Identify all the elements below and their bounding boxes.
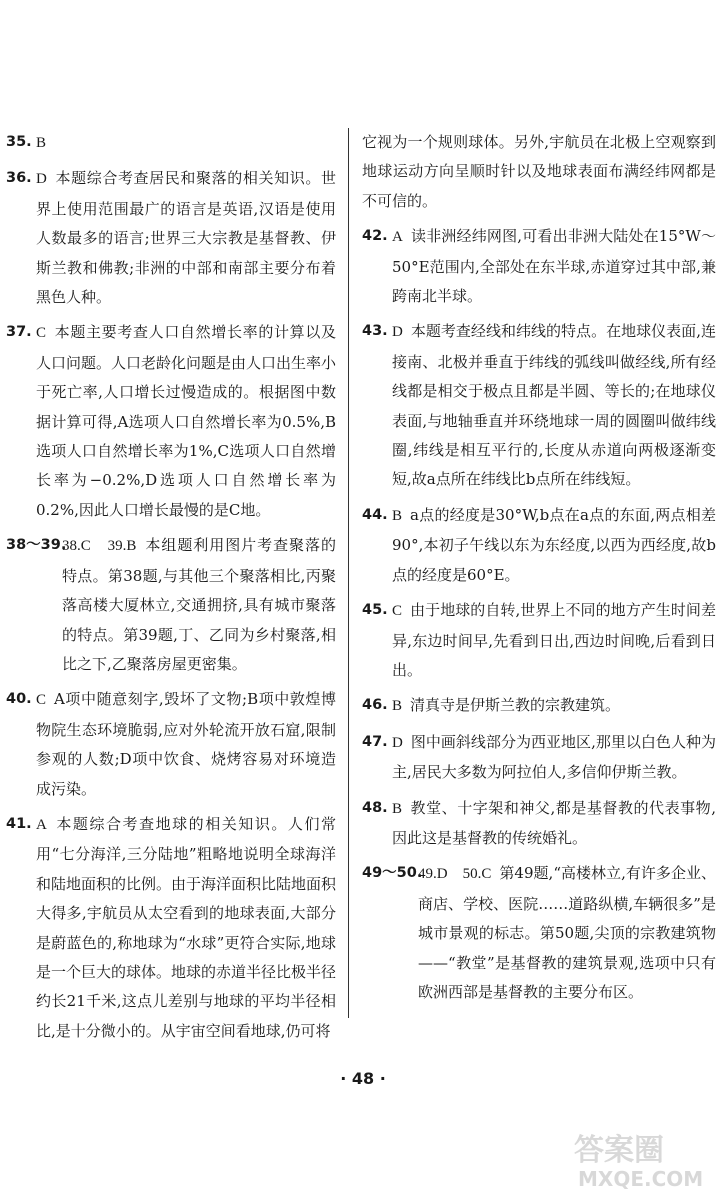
answer-explanation: 教堂、十字架和神父,都是基督教的代表事物,因此这是基督教的传统婚礼。 xyxy=(392,798,716,847)
answer-explanation: 第49题,“高楼林立,有许多企业、商店、学校、医院……道路纵横,车辆很多”是城市景观的标志。第50题,尖顶的宗教建筑物——“教堂”是基督教的建筑景观,选项中只有欧洲西部是基督教的主要分布区。 xyxy=(418,864,717,1001)
answer-number: 42. xyxy=(362,228,388,245)
watermark-graphic xyxy=(568,1122,718,1192)
answer-49-50 xyxy=(362,859,716,1007)
answer-explanation: A项中随意刻字,毁坏了文物;B项中敦煌博物院生态环境脆弱,应对外轮流开放石窟,限制参观的人数;D项中饮食、烧烤容易对环境造成污染。 xyxy=(36,690,336,798)
watermark-line1: 答案圈 xyxy=(574,1133,664,1168)
answer-explanation: 本题考查经线和纬线的特点。在地球仪表面,连接南、北极并垂直于纬线的弧线叫做经线,所有经线都是相交于极点且都是半圆、等长的;在地球仪表面,与地轴垂直并环绕地球一周的圆圈叫做纬线圈,纬线是相互平行的,长度从赤道向两极逐渐变短,故a点所在纬线比b点所在纬线短。 xyxy=(392,322,716,489)
answer-number: 47. xyxy=(362,733,388,750)
answer-choice: A xyxy=(36,816,47,833)
watermark-logo xyxy=(568,1122,718,1192)
answer-41-continuation: 它视为一个规则球体。另外,宇航员在北极上空观察到地球运动方向呈顺时针以及地球表面布满经纬网都是不可信的。 xyxy=(362,133,716,210)
answer-40 xyxy=(6,685,336,804)
answer-43 xyxy=(362,317,716,494)
answer-choice: B xyxy=(392,800,403,817)
answer-explanation: 本题综合考查居民和聚落的相关知识。世界上使用范围最广的语言是英语,汉语是使用人数最多的语言;世界三大宗教是基督教、伊斯兰教和佛教;非洲的中部和南部主要分布着黑色人种。 xyxy=(36,169,336,307)
answer-choice: D xyxy=(392,734,403,751)
answer-46 xyxy=(362,691,716,721)
answer-number: 49～50. xyxy=(362,865,423,882)
answer-explanation: a点的经度是30°W,b点在a点的东面,两点相差90°,本初子午线以东为东经度,以西为西经度,故b点的经度是60°E。 xyxy=(392,505,716,584)
answer-choice: B xyxy=(36,135,47,151)
answer-47 xyxy=(362,728,716,788)
answer-number: 40. xyxy=(6,691,32,708)
answer-choice: A xyxy=(392,229,403,246)
answer-explanation: 本题主要考查人口自然增长率的计算以及人口问题。人口老龄化问题是由人口出生率小于死亡率,人口增长过慢造成的。根据图中数据计算可得,A选项人口自然增长率为0.5%,B选项人口自然增长率为1%,C选项人口自然增长率为−0.2%,D选项人口自然增长率为0.2%,因此人口增长最慢的是C地。 xyxy=(36,323,337,519)
answer-choice: 38.C 39.B xyxy=(62,538,137,555)
answer-42 xyxy=(362,222,716,311)
left-column xyxy=(6,128,336,1046)
answer-choice: C xyxy=(36,325,47,342)
answer-44 xyxy=(362,501,716,590)
answer-number: 36. xyxy=(6,170,32,187)
answer-36 xyxy=(6,164,336,312)
answer-45 xyxy=(362,596,716,685)
answer-choice: C xyxy=(392,603,403,620)
answer-explanation: 图中画斜线部分为西亚地区,那里以白色人种为主,居民大多数为阿拉伯人,多信仰伊斯兰教。 xyxy=(392,732,716,782)
answer-explanation: 读非洲经纬网图,可看出非洲大陆处在15°W～50°E范围内,全部处在东半球,赤道穿过其中部,兼跨南北半球。 xyxy=(392,227,716,306)
watermark-line2: MXQE.COM xyxy=(578,1167,704,1191)
answer-choice: D xyxy=(392,324,403,341)
answer-38-39 xyxy=(6,531,336,679)
answer-choice: C xyxy=(36,692,47,709)
answer-number: 48. xyxy=(362,799,388,816)
answer-37 xyxy=(6,318,336,525)
answer-35 xyxy=(6,128,336,158)
answer-number: 43. xyxy=(362,323,388,340)
answer-number: 45. xyxy=(362,602,388,619)
page-number: · 48 · xyxy=(340,1069,386,1088)
answer-number: 35. xyxy=(6,134,32,150)
answer-number: 44. xyxy=(362,506,388,523)
answer-explanation: 由于地球的自转,世界上不同的地方产生时间差异,东边时间早,先看到日出,西边时间晚,后看到日出。 xyxy=(392,601,716,679)
answer-number: 37. xyxy=(6,324,32,341)
answer-explanation: 清真寺是伊斯兰教的宗教建筑。 xyxy=(410,696,621,715)
answer-choice: D xyxy=(36,171,47,188)
answer-number: 41. xyxy=(6,815,32,832)
answer-41 xyxy=(6,810,336,1046)
answer-explanation: 本题综合考查地球的相关知识。人们常用“七分海洋,三分陆地”粗略地说明全球海洋和陆地面积的比例。由于海洋面积比陆地面积大得多,宇航员从太空看到的地球表面,大部分是蔚蓝色的,称地球为“水球”更符合实际,地球是一个巨大的球体。地球的赤道半径比极半径约长21千米,这点儿差别与地球的平均半径相比,是十分微小的。从宇宙空间看地球,仍可将 xyxy=(36,814,337,1040)
answer-number: 46. xyxy=(362,697,388,714)
answer-choice: B xyxy=(392,507,403,524)
answer-choice: 49.D 50.C xyxy=(418,866,492,883)
right-column xyxy=(362,128,716,1007)
answer-48 xyxy=(362,794,716,854)
answer-number: 38～39. xyxy=(6,537,67,554)
answer-explanation: 本组题利用图片考查聚落的特点。第38题,与其他三个聚落相比,丙聚落高楼大厦林立,交通拥挤,具有城市聚落的特点。第39题,丁、乙同为乡村聚落,相比之下,乙聚落房屋更密集。 xyxy=(62,536,336,673)
column-divider xyxy=(348,128,349,1018)
answer-choice: B xyxy=(392,698,403,715)
